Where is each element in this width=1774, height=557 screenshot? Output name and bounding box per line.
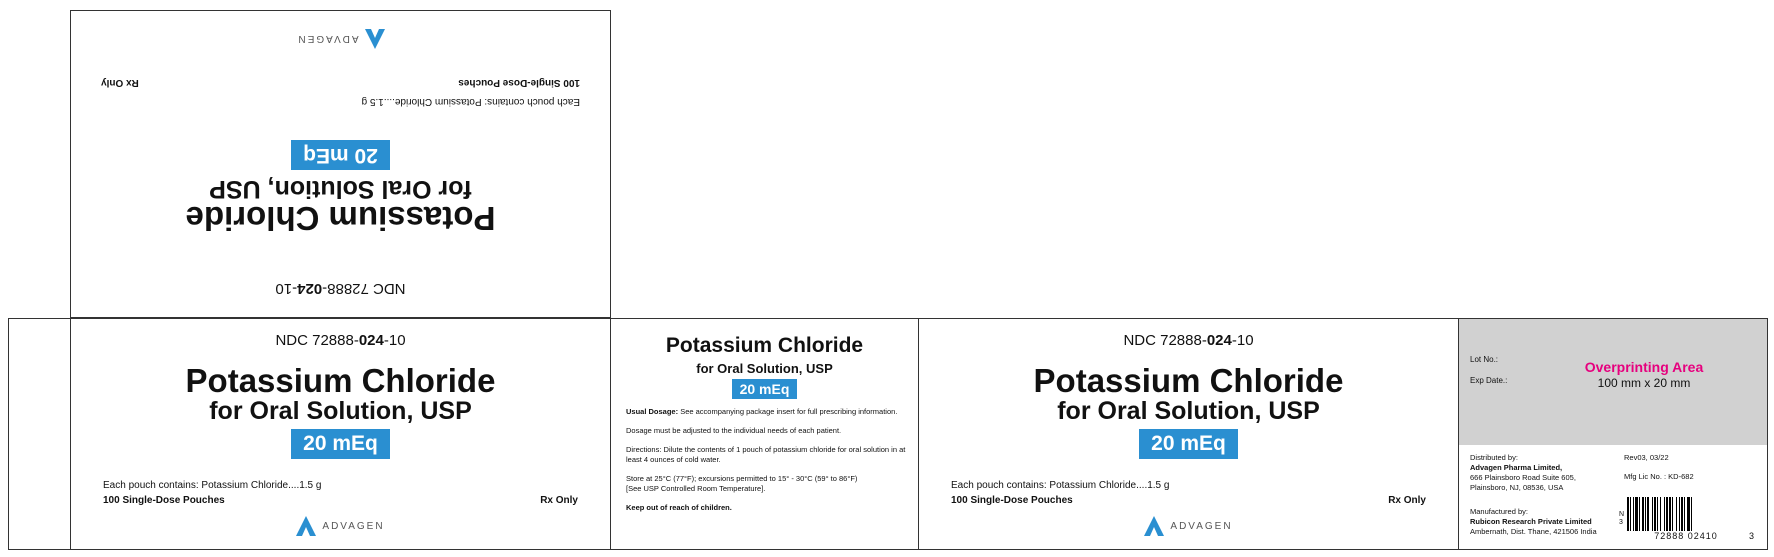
- product-form: for Oral Solution, USP: [209, 397, 472, 425]
- side-product-form: for Oral Solution, USP: [696, 361, 833, 376]
- ndc-prefix: NDC 72888-: [1123, 332, 1207, 349]
- barcode-left-n: N: [1619, 511, 1625, 518]
- distributed-label: Distributed by:: [1470, 453, 1518, 462]
- rx-only: Rx Only: [540, 495, 578, 506]
- barcode-bar: [1692, 497, 1694, 531]
- barcode-bars: [1627, 497, 1745, 531]
- pouches-text: 100 Single-Dose Pouches: [951, 495, 1073, 506]
- back-panel: [918, 318, 1459, 550]
- contents-text: Each pouch contains: Potassium Chloride....1.5 g: [103, 480, 322, 491]
- rx-only: Rx Only: [101, 77, 139, 88]
- rev-text: Rev03, 03/22: [1624, 453, 1669, 462]
- exp-label: Exp Date.:: [1470, 376, 1508, 385]
- advagen-logo-icon: [365, 29, 385, 49]
- top-flap: [70, 10, 611, 318]
- logo-text: ADVAGEN: [322, 520, 385, 532]
- lot-label: Lot No.:: [1470, 355, 1499, 364]
- side-product-name: Potassium Chloride: [665, 334, 864, 357]
- advagen-logo: [919, 516, 1458, 536]
- manufacturer-addr: Ambernath, Dist. Thane, 421506 India: [1470, 527, 1597, 536]
- ndc-bold: 024: [297, 280, 323, 297]
- directions-label: Directions:: [626, 445, 662, 454]
- barcode-left-digit: 3: [1619, 519, 1623, 526]
- distributor-block: [1470, 453, 1576, 493]
- glue-flap: [8, 318, 71, 550]
- ndc-prefix: NDC 72888-: [322, 280, 406, 297]
- logo-text: ADVAGEN: [1170, 520, 1233, 532]
- logo-text: ADVAGEN: [296, 33, 359, 45]
- ndc-suffix: -10: [275, 280, 298, 297]
- product-name: Potassium Chloride: [185, 200, 496, 237]
- dosage-adjust: Dosage must be adjusted to the individual needs of each patient.: [626, 426, 842, 435]
- advagen-logo: [71, 516, 610, 536]
- advagen-logo-icon: [296, 516, 316, 536]
- pouches-text: 100 Single-Dose Pouches: [103, 495, 225, 506]
- ndc-number: [71, 332, 610, 349]
- strength-badge-wrap: [71, 429, 610, 459]
- ndc-suffix: -10: [383, 332, 406, 349]
- contents-text: Each pouch contains: Potassium Chloride....1.5 g: [361, 96, 580, 107]
- distributor-addr1: 666 Plainsboro Road Suite 605,: [1470, 473, 1576, 482]
- side-panel: [610, 318, 919, 550]
- ndc-bold: 024: [358, 332, 384, 349]
- usual-dosage-label: Usual Dosage:: [626, 407, 679, 416]
- product-form: for Oral Solution, USP: [1057, 397, 1320, 425]
- product-form: for Oral Solution, USP: [209, 175, 472, 203]
- pouches-text: 100 Single-Dose Pouches: [458, 77, 580, 88]
- mfg-lic: Mfg Lic No. : KD-682: [1624, 472, 1694, 481]
- usual-dosage: [626, 407, 908, 417]
- product-name: Potassium Chloride: [1033, 362, 1344, 399]
- strength-badge: 20 mEq: [1139, 429, 1238, 459]
- product-name: Potassium Chloride: [185, 362, 496, 399]
- front-panel: [70, 318, 611, 550]
- end-panel: [1458, 318, 1768, 550]
- manufacturer-name: Rubicon Research Private Limited: [1470, 517, 1592, 526]
- strength-badge: 20 mEq: [291, 429, 390, 459]
- ndc-suffix: -10: [1231, 332, 1254, 349]
- ndc-number: [71, 280, 610, 297]
- top-flap-rotated: [71, 11, 610, 317]
- strength-badge: 20 mEq: [291, 140, 390, 170]
- distributor-name: Advagen Pharma Limited,: [1470, 463, 1563, 472]
- distributor-addr2: Plainsboro, NJ, 08536, USA: [1470, 483, 1564, 492]
- directions: [626, 445, 908, 465]
- barcode-left: [1619, 511, 1624, 527]
- storage-1: Store at 25°C (77°F); excursions permitted to 15° - 30°C (59° to 86°F): [626, 474, 858, 483]
- overprinting-area: [1459, 319, 1767, 445]
- usual-dosage-text: See accompanying package insert for full prescribing information.: [680, 407, 898, 416]
- side-strength-badge: 20 mEq: [732, 379, 798, 399]
- manufactured-label: Manufactured by:: [1470, 507, 1528, 516]
- rx-only: Rx Only: [1388, 495, 1426, 506]
- ndc-prefix: NDC 72888-: [275, 332, 359, 349]
- ndc-number: [919, 332, 1458, 349]
- ndc-bold: 024: [1206, 332, 1232, 349]
- strength-badge-wrap: [71, 140, 610, 170]
- barcode: [1619, 497, 1759, 542]
- side-strength-wrap: [611, 379, 918, 399]
- advagen-logo: [71, 29, 610, 49]
- overprint-size: 100 mm x 20 mm: [1597, 376, 1691, 390]
- strength-badge-wrap: [919, 429, 1458, 459]
- barcode-right: 3: [1749, 531, 1755, 541]
- overprint-title: Overprinting Area: [1584, 359, 1704, 375]
- directions-text: Dilute the contents of 1 pouch of potassium chloride for oral solution in at least 4 ounces of cold water.: [626, 445, 906, 464]
- advagen-logo-icon: [1144, 516, 1164, 536]
- barcode-digits: 72888 02410: [1627, 531, 1745, 541]
- side-info: [626, 407, 908, 513]
- contents-text: Each pouch contains: Potassium Chloride....1.5 g: [951, 480, 1170, 491]
- manufacturer-block: [1470, 507, 1597, 537]
- storage-2: [See USP Controlled Room Temperature].: [626, 484, 766, 493]
- children-warning: Keep out of reach of children.: [626, 503, 732, 512]
